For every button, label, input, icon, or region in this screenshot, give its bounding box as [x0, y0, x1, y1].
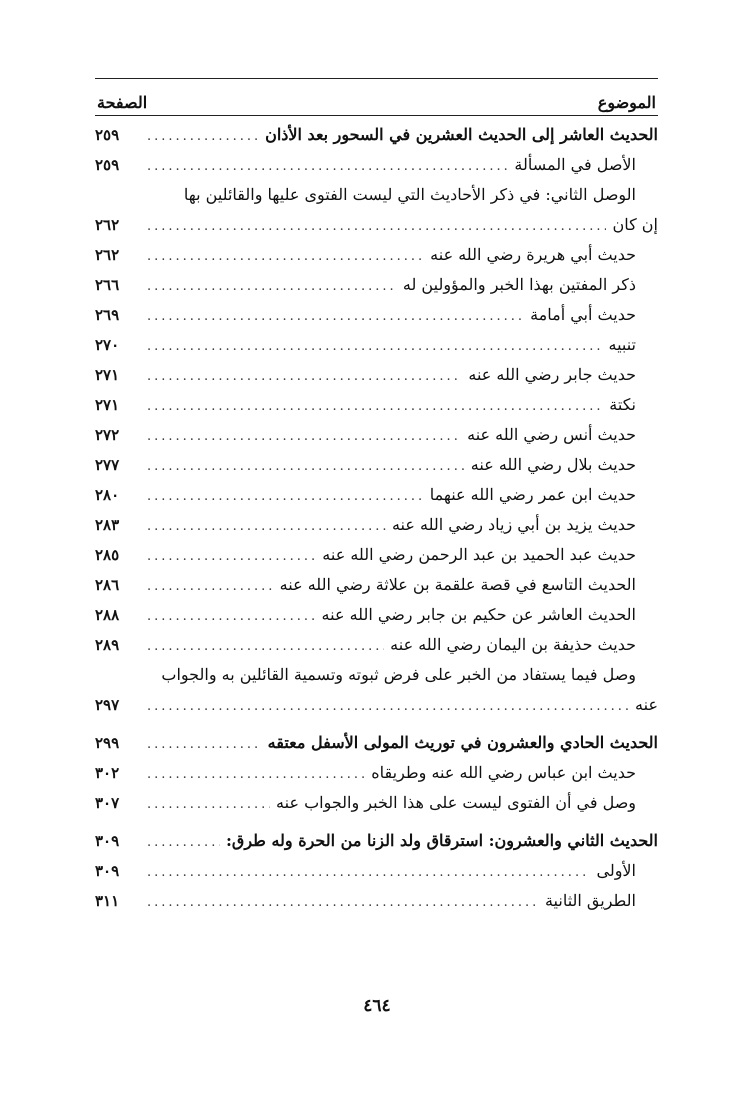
entry-row — [95, 758, 658, 788]
entry-page-number: ٢٨٣ — [95, 516, 120, 534]
entry-row — [95, 728, 658, 758]
toc-entry — [95, 360, 658, 390]
entry-row — [95, 570, 658, 600]
entry-row — [95, 300, 658, 330]
entry-row — [95, 886, 658, 916]
entry-title: حديث أبي هريرة رضي الله عنه — [430, 245, 636, 264]
toc-entry — [95, 390, 658, 420]
dot-leader — [147, 602, 316, 632]
entry-page-number: ٢٦٢ — [95, 216, 120, 234]
dot-leader — [147, 542, 316, 572]
entry-title: حديث يزيد بن أبي زياد رضي الله عنه — [391, 515, 636, 534]
entry-row — [95, 630, 658, 660]
dot-leader — [147, 760, 365, 790]
toc-page — [95, 78, 658, 916]
dot-leader — [147, 730, 262, 760]
entry-row — [95, 240, 658, 270]
entry-page-number: ٢٨٦ — [95, 576, 120, 594]
entry-title: الحديث التاسع في قصة علقمة بن علاثة رضي الله عنه — [279, 575, 636, 594]
entry-page-number: ٣٠٩ — [95, 862, 120, 880]
entry-row — [95, 600, 658, 630]
entry-page-number: ٣١١ — [95, 892, 120, 910]
entry-page-number: ٣٠٧ — [95, 794, 120, 812]
entry-row — [95, 330, 658, 360]
page-column-label: الصفحة — [97, 93, 148, 112]
entry-title: حديث حذيفة بن اليمان رضي الله عنه — [390, 635, 636, 654]
entry-row — [95, 510, 658, 540]
entry-title: حديث أبي أمامة — [530, 305, 636, 324]
toc-entry — [95, 856, 658, 886]
entry-page-number: ٢٧٢ — [95, 426, 120, 444]
dot-leader — [147, 152, 508, 182]
entry-title: تنبيه — [608, 335, 636, 354]
entry-row — [95, 480, 658, 510]
entry-row — [95, 826, 658, 856]
entry-title: حديث عبد الحميد بن عبد الرحمن رضي الله عنه — [322, 545, 636, 564]
entry-title-first-line: الوصل الثاني: في ذكر الأحاديث التي ليست الفتوى عليها والقائلين بها — [183, 185, 636, 204]
entry-page-number: ٢٦٦ — [95, 276, 120, 294]
dot-leader — [147, 828, 220, 858]
entry-page-number: ٢٧١ — [95, 366, 120, 384]
entry-title: الحديث الحادي والعشرون في توريث المولى الأسفل معتقه — [267, 733, 658, 752]
page-number-footer: ٤٦٤ — [363, 996, 391, 1016]
toc-entry — [95, 330, 658, 360]
dot-leader — [147, 392, 603, 422]
toc-entry — [95, 660, 658, 720]
toc-entry — [95, 300, 658, 330]
toc-entry — [95, 450, 658, 480]
toc-entry — [95, 886, 658, 916]
entry-title: حديث جابر رضي الله عنه — [468, 365, 636, 384]
entry-title: حديث أنس رضي الله عنه — [467, 425, 636, 444]
toc-entry — [95, 180, 658, 240]
entry-title: حديث بلال رضي الله عنه — [470, 455, 636, 474]
entry-title: الطريق الثانية — [544, 891, 636, 910]
dot-leader — [147, 332, 602, 362]
entry-row — [95, 120, 658, 150]
entry-page-number: ٢٧٧ — [95, 456, 120, 474]
dot-leader — [147, 632, 384, 662]
topic-column-label: الموضوع — [597, 93, 656, 112]
dot-leader — [147, 212, 606, 242]
toc-entry — [95, 630, 658, 660]
entry-page-number: ٢٦٩ — [95, 306, 120, 324]
dot-leader — [147, 888, 539, 918]
toc-entry — [95, 600, 658, 630]
dot-leader — [147, 452, 465, 482]
entry-page-number: ٣٠٩ — [95, 832, 120, 850]
dot-leader — [147, 482, 424, 512]
toc-entries — [95, 120, 658, 916]
entry-row — [95, 450, 658, 480]
toc-section-entry — [95, 728, 658, 758]
entry-page-number: ٢٥٩ — [95, 156, 120, 174]
entry-row — [95, 420, 658, 450]
toc-entry — [95, 788, 658, 818]
dot-leader — [147, 858, 590, 888]
entry-page-number: ٢٨٨ — [95, 606, 120, 624]
entry-title: الحديث الثاني والعشرون: استرقاق ولد الزنا من الحرة وله طرق: — [226, 831, 658, 850]
dot-leader — [147, 572, 274, 602]
dot-leader — [147, 122, 259, 152]
entry-page-number: ٢٧٠ — [95, 336, 120, 354]
toc-entry — [95, 150, 658, 180]
toc-entry — [95, 240, 658, 270]
entry-title: إن كان — [612, 215, 658, 234]
toc-section-entry — [95, 120, 658, 150]
entry-title: نكتة — [609, 395, 636, 414]
entry-row — [95, 150, 658, 180]
entry-page-number: ٢٦٢ — [95, 246, 120, 264]
entry-title: وصل في أن الفتوى ليست على هذا الخبر والجواب عنه — [276, 793, 636, 812]
toc-entry — [95, 570, 658, 600]
dot-leader — [147, 362, 462, 392]
dot-leader — [147, 242, 424, 272]
entry-title: الأصل في المسألة — [514, 155, 636, 174]
entry-page-number: ٢٨٠ — [95, 486, 120, 504]
toc-entry — [95, 540, 658, 570]
entry-row — [95, 540, 658, 570]
entry-row — [95, 270, 658, 300]
entry-page-number: ٢٥٩ — [95, 126, 120, 144]
toc-section-entry — [95, 826, 658, 856]
entry-title: ذكر المفتين بهذا الخبر والمؤولين له — [402, 275, 636, 294]
entry-page-number: ٢٩٩ — [95, 734, 120, 752]
dot-leader — [147, 302, 524, 332]
dot-leader — [147, 272, 397, 302]
toc-header — [95, 78, 658, 116]
entry-title: الحديث العاشر إلى الحديث العشرين في السحور بعد الأذان — [265, 125, 658, 144]
entry-title: الحديث العاشر عن حكيم بن جابر رضي الله عنه — [321, 605, 636, 624]
entry-row — [95, 360, 658, 390]
entry-page-number: ٢٨٩ — [95, 636, 120, 654]
entry-row — [95, 788, 658, 818]
dot-leader — [147, 790, 270, 820]
toc-entry — [95, 480, 658, 510]
entry-row — [95, 856, 658, 886]
entry-page-number: ٢٧١ — [95, 396, 120, 414]
entry-title: الأولى — [596, 861, 636, 880]
toc-entry — [95, 420, 658, 450]
entry-page-number: ٣٠٢ — [95, 764, 120, 782]
toc-entry — [95, 758, 658, 788]
dot-leader — [147, 692, 629, 722]
entry-title: حديث ابن عمر رضي الله عنهما — [429, 485, 636, 504]
toc-entry — [95, 270, 658, 300]
entry-title-first-line: وصل فيما يستفاد من الخبر على فرض ثبوته وتسمية القائلين به والجواب — [161, 665, 636, 684]
entry-title: عنه — [635, 695, 658, 714]
dot-leader — [147, 512, 386, 542]
entry-row — [95, 210, 658, 240]
entry-row — [95, 390, 658, 420]
entry-page-number: ٢٩٧ — [95, 696, 120, 714]
entry-page-number: ٢٨٥ — [95, 546, 120, 564]
toc-entry — [95, 510, 658, 540]
entry-title: حديث ابن عباس رضي الله عنه وطريقاه — [371, 763, 636, 782]
dot-leader — [147, 422, 461, 452]
entry-row — [95, 690, 658, 720]
